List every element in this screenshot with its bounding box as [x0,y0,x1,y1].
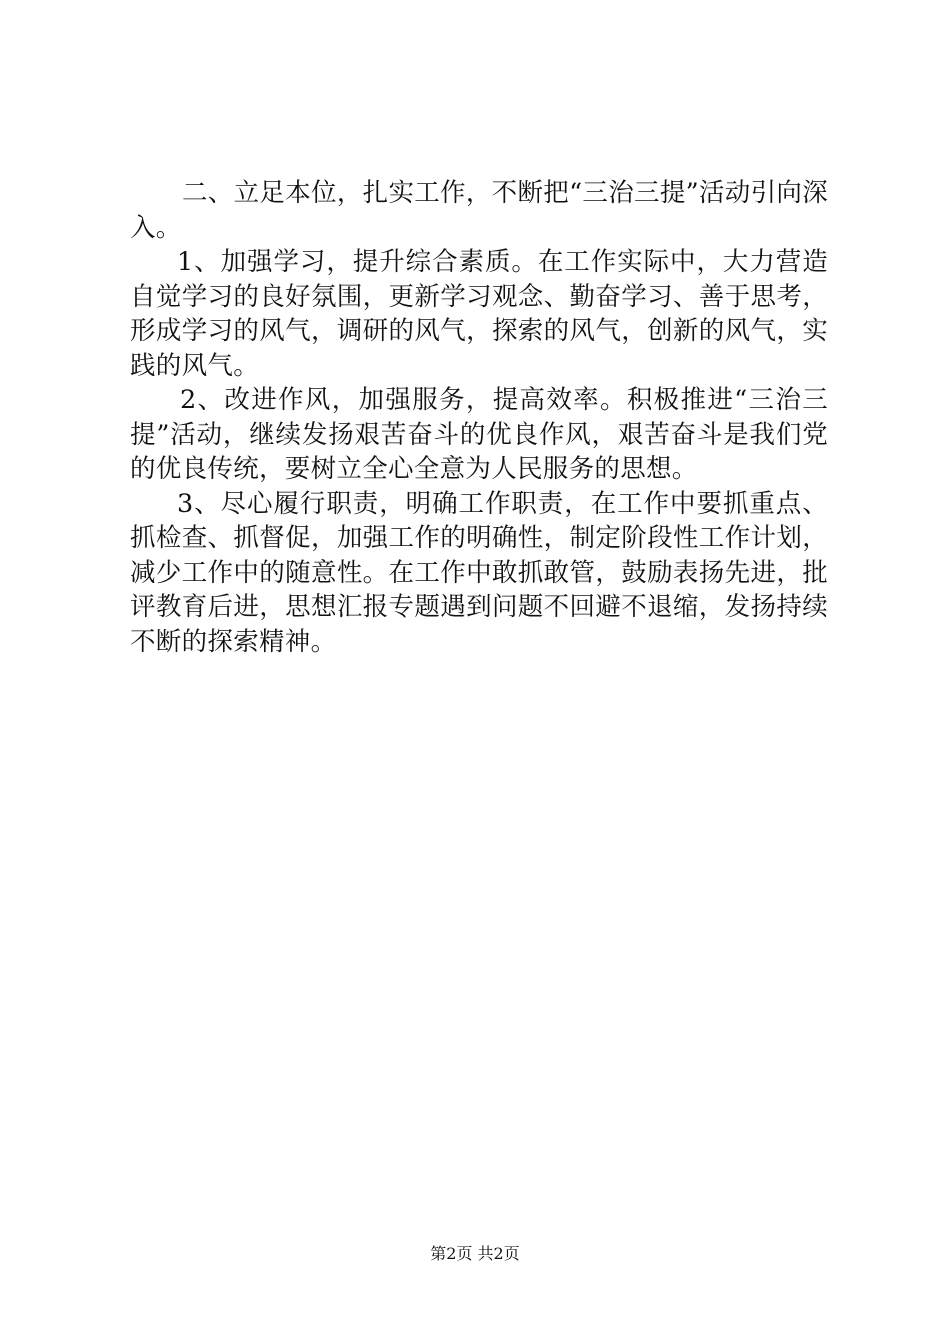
document-body [130,176,828,659]
page-footer [0,1243,950,1265]
page-number-indicator: 第2页 共2页 [430,1244,520,1263]
paragraph-item-2: 2、改进作风，加强服务，提高效率。积极推进“三治三提”活动，继续发扬艰苦奋斗的优良作风，艰苦奋斗是我们党的优良传统，要树立全心全意为人民服务的思想。 [130,385,828,484]
paragraph-item-1: 1、加强学习，提升综合素质。在工作实际中，大力营造自觉学习的良好氛围，更新学习观念、勤奋学习、善于思考，形成学习的风气，调研的风气，探索的风气，创新的风气，实践的风气。 [130,247,828,381]
section-heading-paragraph: 二、立足本位，扎实工作，不断把“三治三提”活动引向深入。 [130,178,828,243]
paragraph-item-3: 3、尽心履行职责，明确工作职责，在工作中要抓重点、抓检查、抓督促，加强工作的明确性，制定阶段性工作计划，减少工作中的随意性。在工作中敢抓敢管，鼓励表扬先进，批评教育后进，思想汇报专题遇到问题不回避不退缩，发扬持续不断的探索精神。 [130,488,828,657]
